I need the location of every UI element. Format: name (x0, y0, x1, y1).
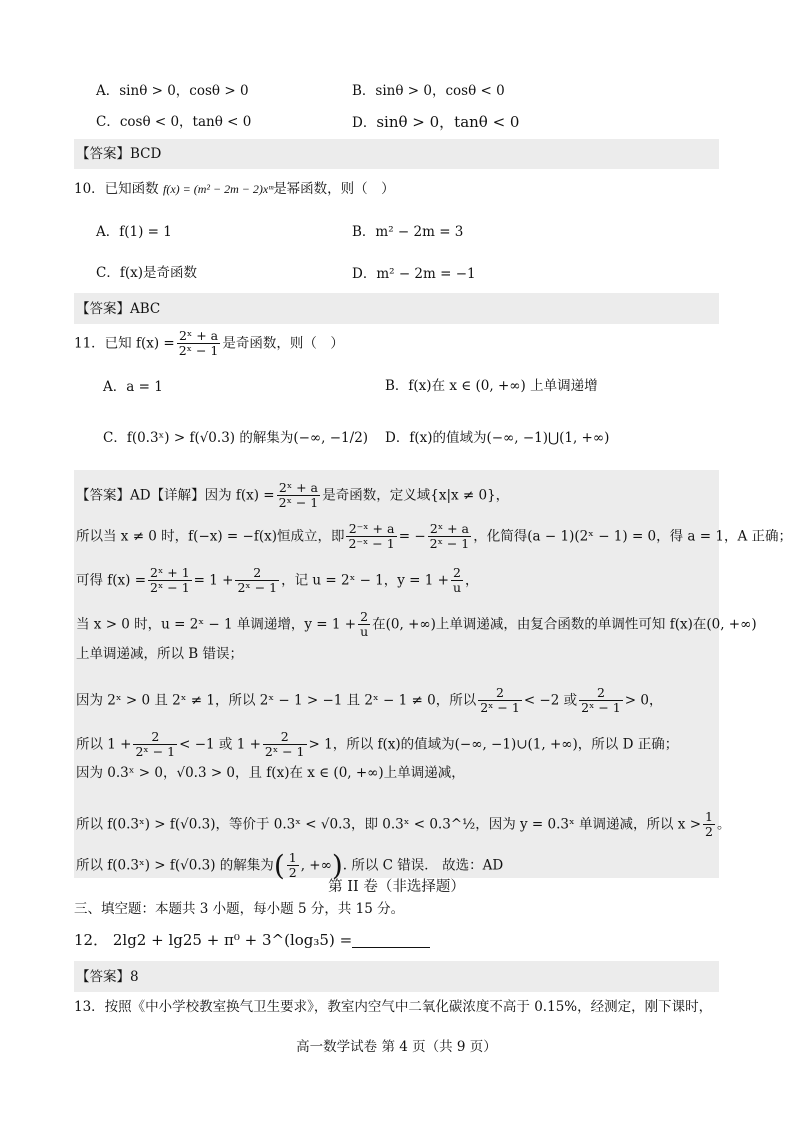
q11-stem-suffix: 是奇函数，则（ ） (222, 335, 344, 352)
q12-stem (74, 933, 430, 948)
q9-option-a: A．sinθ > 0，cosθ > 0 (96, 83, 249, 99)
left-paren: ( (273, 848, 285, 882)
fraction-denominator: 2ˣ − 1 (581, 700, 621, 716)
interval-tail: , +∞ (300, 857, 332, 874)
fraction-numerator: 2 (478, 686, 522, 701)
solution-line-10 (76, 848, 504, 882)
fraction-denominator: 2ˣ − 1 (178, 343, 219, 359)
fraction-denominator: 2ˣ − 1 (480, 700, 520, 716)
solution-line-6 (76, 686, 662, 716)
q10-stem-formula: f(x) = (m² − 2m − 2)xᵐ (162, 182, 274, 196)
q10-answer-block (74, 293, 719, 324)
q11-option-c-text: C．f(0.3ˣ) > f(√0.3) 的解集为 (103, 430, 294, 446)
solution-text: 所以 f(0.3ˣ) > f(√0.3)，等价于 0.3ˣ < √0.3，即 0.3ˣ < 0.3^½，因为 y = 0.3ˣ 单调递减，所以 x > (76, 816, 702, 833)
fraction-numerator: 2⁻ˣ + a (346, 522, 396, 537)
right-paren: ) (331, 848, 343, 882)
q9-answer: 【答案】BCD (76, 146, 162, 162)
fraction-numerator: 1 (705, 809, 713, 824)
solution-text: = 1 + (193, 572, 234, 589)
fraction-numerator: 2 (358, 610, 370, 625)
solution-line-1 (76, 481, 509, 511)
solution-text: < −1 或 1 + (179, 736, 261, 753)
solution-text: 当 x > 0 时，u = 2ˣ − 1 单调递增，y = 1 + (76, 616, 357, 633)
solution-fraction (133, 730, 177, 760)
q12-answer: 【答案】8 (76, 969, 139, 985)
fraction-numerator: 2 (263, 730, 307, 745)
fraction-numerator: 2ˣ + a (177, 329, 221, 344)
fraction-denominator: 2ˣ − 1 (237, 580, 278, 596)
q13-stem: 13．按照《中小学校教室换气卫生要求》，教室内空气中二氧化碳浓度不高于 0.15%，经测定，刚下课时， (74, 999, 713, 1015)
fraction-numerator: 2 (133, 730, 177, 745)
fraction-denominator: 2 (705, 824, 713, 840)
solution-text: ， (465, 572, 479, 589)
q10-option-a: A．f(1) = 1 (96, 224, 172, 240)
solution-text: ，化简得(a − 1)(2ˣ − 1) = 0，得 a = 1，A 正确； (473, 528, 793, 545)
fraction-numerator: 1 (288, 850, 297, 865)
solution-text: 因为 2ˣ > 0 且 2ˣ ≠ 1，所以 2ˣ − 1 > −1 且 2ˣ − 1 ≠ 0，所以 (76, 692, 477, 709)
q11-stem (74, 329, 344, 359)
solution-fraction (579, 686, 623, 716)
fraction-denominator: 2ˣ − 1 (135, 744, 176, 760)
fraction-numerator: 2 (451, 566, 463, 581)
solution-line-9 (76, 810, 730, 840)
fraction-denominator: u (360, 624, 369, 640)
q12-answer-blank (352, 933, 430, 948)
solution-text: 所以 1 + (76, 736, 132, 753)
fraction-denominator: 2ˣ − 1 (264, 744, 305, 760)
solution-text: 【答案】AD【详解】因为 f(x) = (76, 487, 275, 504)
solution-text: > 1，所以 f(x)的值域为(−∞, −1)∪(1, +∞)，所以 D 正确； (308, 736, 679, 753)
q9-option-c: C．cosθ < 0，tanθ < 0 (96, 114, 252, 130)
fraction-numerator: 2ˣ + a (428, 522, 472, 537)
q10-stem-prefix: 10．已知函数 (74, 181, 163, 197)
q9-option-b: B．sinθ > 0，cosθ < 0 (352, 83, 505, 99)
solution-text: = − (398, 528, 426, 545)
solution-fraction (346, 522, 396, 552)
q9-option-d (352, 115, 519, 131)
fraction-denominator: 2ˣ − 1 (278, 495, 319, 511)
q11-option-b: B．f(x)在 x ∈ (0, +∞) 上单调递增 (385, 378, 598, 394)
solution-line-3 (76, 566, 479, 596)
solution-line-5: 上单调递减，所以 B 错误； (76, 646, 244, 662)
solution-line-4 (76, 610, 757, 640)
solution-fraction (263, 730, 307, 760)
q10-option-c: C．f(x)是奇函数 (96, 265, 197, 281)
q9-option-d-label: D． (352, 115, 377, 131)
solution-text: 。 (716, 816, 731, 833)
section-heading: 三、填空题：本题共 3 小题，每小题 5 分，共 15 分。 (74, 901, 405, 917)
solution-fraction (358, 610, 370, 640)
q11-stem-fraction (177, 329, 221, 359)
solution-fraction (235, 566, 279, 596)
solution-text: 可得 f(x) = (76, 572, 147, 589)
section-title: 第 II 卷（非选择题） (328, 879, 465, 895)
page-footer: 高一数学试卷 第 4 页（共 9 页） (296, 1039, 497, 1055)
q12-stem-text: 12． 2lg2 + lg25 + π⁰ + 3^(log₃5) = (74, 931, 353, 949)
solution-fraction (287, 851, 299, 881)
q9-option-d-text: sinθ > 0，tanθ < 0 (376, 113, 520, 131)
solution-line-2 (76, 522, 792, 552)
q10-option-b: B．m² − 2m = 3 (352, 224, 464, 240)
fraction-numerator: 2 (235, 566, 279, 581)
fraction-numerator: 2ˣ + a (277, 481, 321, 496)
q11-option-a: A．a = 1 (103, 379, 163, 395)
solution-text: 所以当 x ≠ 0 时，f(−x) = −f(x)恒成立，即 (76, 528, 345, 545)
fraction-denominator: u (452, 580, 462, 596)
fraction-denominator: 2 (288, 865, 297, 881)
solution-fraction (428, 522, 472, 552)
q12-answer-block (74, 961, 719, 992)
q11-option-d: D．f(x)的值域为(−∞, −1)⋃(1, +∞) (385, 430, 610, 446)
q11-stem-prefix: 11．已知 f(x) = (74, 335, 175, 352)
solution-text: 在(0, +∞)上单调递减，由复合函数的单调性可知 f(x)在(0, +∞) (372, 616, 757, 633)
solution-fraction (451, 566, 463, 596)
solution-fraction (148, 566, 192, 596)
fraction-denominator: 2ˣ − 1 (429, 536, 470, 552)
solution-line-8: 因为 0.3ˣ > 0，√0.3 > 0，且 f(x)在 x ∈ (0, +∞)上单调递减， (76, 765, 465, 781)
q9-answer-block (74, 139, 719, 169)
solution-fraction (703, 810, 715, 840)
solution-text: 所以 f(0.3ˣ) > f(√0.3) 的解集为 (76, 857, 274, 874)
fraction-denominator: 2⁻ˣ − 1 (348, 536, 395, 552)
q10-stem (74, 183, 395, 197)
solution-text: ，记 u = 2ˣ − 1，y = 1 + (281, 572, 449, 589)
fraction-numerator: 2 (579, 686, 623, 701)
q10-stem-suffix: 是幂函数，则（ ） (273, 181, 395, 197)
solution-text: 是奇函数，定义域{x|x ≠ 0}， (322, 487, 510, 504)
solution-line-7 (76, 730, 678, 760)
solution-fraction (277, 481, 321, 511)
q10-option-d: D．m² − 2m = −1 (352, 266, 476, 282)
q11-option-c-interval: (−∞, −1/2) (293, 430, 369, 446)
q11-option-c (103, 432, 368, 446)
solution-text: < −2 或 (523, 692, 578, 709)
solution-text: . 所以 C 错误． 故选：AD (342, 857, 504, 874)
q10-answer: 【答案】ABC (76, 301, 161, 317)
solution-fraction (478, 686, 522, 716)
solution-text: > 0， (624, 692, 663, 709)
fraction-denominator: 2ˣ − 1 (150, 580, 190, 596)
q11-solution-block (74, 470, 793, 882)
fraction-numerator: 2ˣ + 1 (150, 565, 190, 580)
